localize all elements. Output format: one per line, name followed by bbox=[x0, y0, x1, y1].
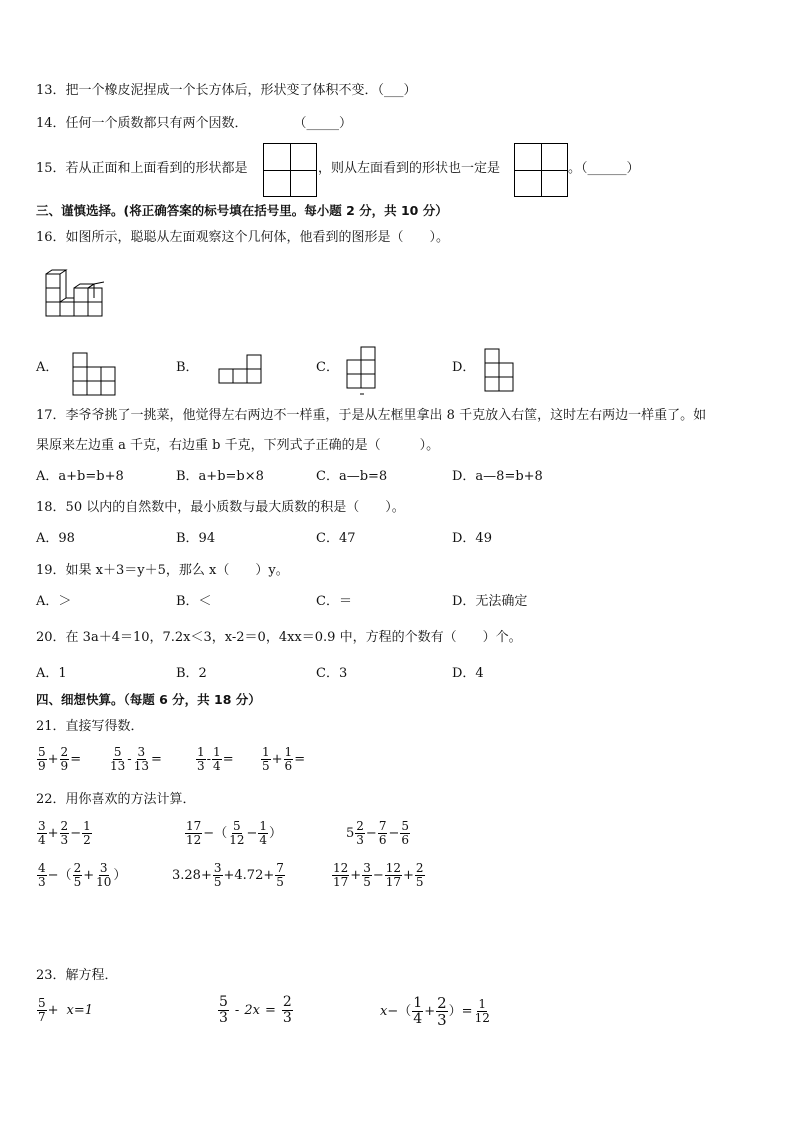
q15-end: 。 bbox=[568, 161, 582, 176]
answer-blank[interactable]: （______） bbox=[581, 161, 640, 176]
q14: 14．任何一个质数都只有两个因数． （_____） bbox=[36, 116, 353, 131]
q13: 13．把一个橡皮泥捏成一个长方体后，形状变了体积不变．（___） bbox=[36, 83, 417, 98]
q23: 23．解方程． bbox=[36, 968, 118, 983]
option-a[interactable]: A．a+b=b+8 bbox=[36, 469, 124, 484]
q16: 16．如图所示，聪聪从左面观察这个几何体，他看到的图形是（ ）。 bbox=[36, 230, 450, 245]
option-b[interactable]: B．94 bbox=[176, 531, 216, 546]
fraction-expr: $\frac{5}{9}$ + $\frac{2}{9}$ = bbox=[38, 745, 82, 773]
q15-text: ，则从左面看到的形状也一定是 bbox=[318, 161, 501, 176]
cube-solid-figure bbox=[44, 268, 104, 320]
option-c-figure bbox=[346, 346, 378, 396]
option-b[interactable]: B．a+b=b×8 bbox=[176, 469, 264, 484]
calc-expr: 3.28 + $\frac{3}{5}$ + 4.72 + $\frac{7}{5}$ bbox=[172, 861, 284, 889]
q22: 22．用你喜欢的方法计算． bbox=[36, 792, 196, 807]
option-d[interactable]: D．4 bbox=[452, 666, 484, 681]
option-c[interactable]: C．＝ bbox=[316, 594, 352, 609]
calc-expr: $\frac{4}{3}$ − （ $\frac{2}{5}$ + $\frac{3}{10}$ ） bbox=[38, 861, 127, 889]
option-b[interactable]: B． bbox=[176, 360, 199, 375]
section-heading: 四、细想快算。（每题 6 分，共 18 分） bbox=[36, 692, 261, 707]
option-a[interactable]: A． bbox=[36, 360, 59, 375]
option-a[interactable]: A．1 bbox=[36, 666, 67, 681]
option-a-figure bbox=[72, 352, 116, 396]
option-b[interactable]: B．＜ bbox=[176, 594, 212, 609]
option-b-figure bbox=[217, 354, 263, 384]
fraction-expr: $\frac{1}{5}$ + $\frac{1}{6}$ = bbox=[262, 745, 306, 773]
option-a[interactable]: A．＞ bbox=[36, 594, 72, 609]
option-c[interactable]: C．a—b=8 bbox=[316, 469, 388, 484]
q17-line2: 果原来左边重 a 千克，右边重 b 千克，下列式子正确的是（ ）。 bbox=[36, 438, 440, 453]
option-c[interactable]: C．3 bbox=[316, 666, 348, 681]
q15: 15．若从正面和上面看到的形状都是 bbox=[36, 161, 248, 176]
calc-expr: 5 $\frac{2}{3}$ − $\frac{7}{6}$ − $\frac{5}{6}$ bbox=[346, 819, 410, 847]
equation: $\frac{5}{7}$ + x=1 bbox=[38, 996, 94, 1024]
q17-line1: 17．李爷爷挑了一挑菜，他觉得左右两边不一样重，于是从左框里拿出 8 千克放入右筐，这时左右两边一样重了。如 bbox=[36, 408, 707, 423]
option-c[interactable]: C．47 bbox=[316, 531, 356, 546]
square-grid-figure bbox=[263, 143, 317, 197]
q18: 18．50 以内的自然数中，最小质数与最大质数的积是（ ）。 bbox=[36, 500, 405, 515]
calc-expr: $\frac{17}{12}$ − （ $\frac{5}{12}$ − $\frac{1}{4}$ ） bbox=[186, 819, 283, 847]
option-a[interactable]: A．98 bbox=[36, 531, 75, 546]
option-d[interactable]: D． bbox=[452, 360, 476, 375]
calc-expr: $\frac{3}{4}$ + $\frac{2}{3}$ − $\frac{1}{2}$ bbox=[38, 819, 91, 847]
fraction-expr: $\frac{1}{3}$ - $\frac{1}{4}$ = bbox=[197, 745, 234, 773]
option-d-figure bbox=[484, 348, 516, 394]
option-c[interactable]: C． bbox=[316, 360, 339, 375]
square-grid-figure bbox=[514, 143, 568, 197]
equation: $\frac{5}{3}$ - 2x = $\frac{2}{3}$ bbox=[219, 994, 292, 1026]
section-heading: 三、谨慎选择。(将正确答案的标号填在括号里。每小题 2 分，共 10 分） bbox=[36, 203, 448, 218]
fraction-expr: $\frac{5}{13}$ - $\frac{3}{13}$ = bbox=[110, 745, 162, 773]
answer-blank[interactable]: （_____） bbox=[293, 116, 353, 131]
option-d[interactable]: D．49 bbox=[452, 531, 492, 546]
option-d[interactable]: D．a—8=b+8 bbox=[452, 469, 543, 484]
option-d[interactable]: D．无法确定 bbox=[452, 594, 528, 609]
answer-blank[interactable]: （___） bbox=[377, 83, 417, 98]
equation: x − （ $\frac{1}{4}$ + $\frac{2}{3}$ ） = $\frac{1}{12}$ bbox=[380, 994, 490, 1029]
q19: 19．如果 x＋3＝y＋5，那么 x（ ）y。 bbox=[36, 563, 289, 578]
option-b[interactable]: B．2 bbox=[176, 666, 207, 681]
q20: 20．在 3a＋4＝10，7.2x＜3，x-2＝0，4xx＝0.9 中，方程的个数有（ ）个。 bbox=[36, 630, 522, 645]
calc-expr: $\frac{12}{17}$ + $\frac{3}{5}$ − $\frac{12}{17}$ + $\frac{2}{5}$ bbox=[333, 861, 424, 889]
q21: 21．直接写得数． bbox=[36, 719, 144, 734]
